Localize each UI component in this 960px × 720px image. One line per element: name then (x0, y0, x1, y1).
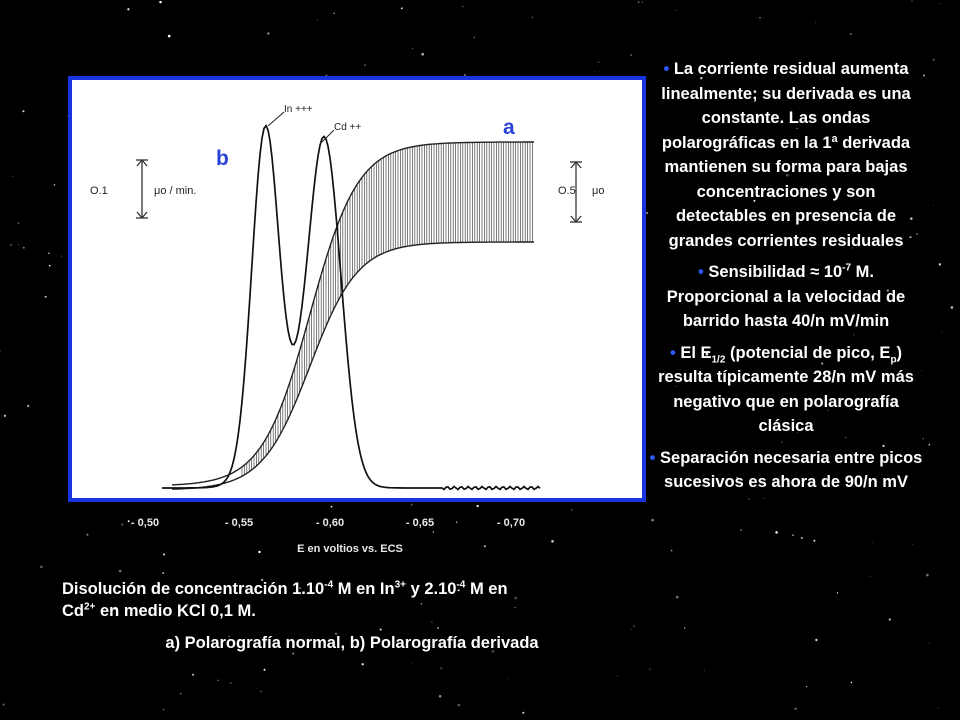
x-tick: - 0,60 (315, 517, 345, 529)
scale-left-unit: μo / min. (154, 185, 197, 197)
scale-right-unit: μo (592, 185, 605, 197)
figure-caption (62, 578, 642, 654)
x-tick: - 0,50 (130, 517, 160, 529)
bullet-sensitivity: • Sensibilidad ≈ $10^{-7}$ M. Proporcional a la velocidad de barrido hasta 40/n mV/min (666, 262, 906, 330)
derivative-polarogram-curve (162, 126, 540, 490)
bullet-dot: • (663, 60, 670, 78)
cd-peak-label: Cd ++ (334, 122, 362, 133)
bullet-dot: • (669, 343, 676, 362)
bullet-list (649, 57, 923, 502)
curve-label-b: b (216, 147, 229, 170)
polarogram-plot (72, 80, 642, 498)
bullet-dot: • (649, 448, 656, 467)
scale-bar-left (136, 160, 148, 218)
normal-polarogram-lower-envelope (172, 242, 534, 489)
bullet-dot: • (698, 263, 704, 281)
in-peak-label: In +++ (284, 104, 313, 115)
x-axis-ticks (0, 517, 660, 533)
polarogram-figure (68, 76, 646, 502)
in-peak-leader (268, 112, 284, 126)
curve-label-a: a (503, 116, 515, 139)
bullet-peak-separation: • Separación necesaria entre picos sucesivos es ahora de 90/n mV (649, 448, 923, 491)
x-tick: - 0,70 (496, 517, 526, 529)
caption-line2: $Cd^{2+}$ en medio KCl 0,1 M. (62, 601, 256, 620)
x-tick: - 0,55 (224, 517, 254, 529)
x-tick: - 0,65 (405, 517, 435, 529)
bullet-half-wave-potential: • El $E_{1/2}$ (potencial de pico, $E_p$) resulta típicamente 28/n mV más negativo que en polarografía clásica (658, 343, 914, 435)
x-axis-label: E en voltios vs. ECS (297, 543, 403, 555)
scale-right-label: O.5 (558, 185, 576, 197)
caption-line1: Disolución de concentración $1.10^{-4}$ M en $In^{3+}$ y $2.10^{-4}$ M en (62, 579, 508, 598)
bullet-residual-current: • La corriente residual aumenta linealmente; su derivada es una constante. Las ondas polarográficas en la 1ª derivada mantienen su forma para bajas concentraciones y son detectables en presencia de grandes corrientes residuales (661, 60, 911, 250)
caption-line3: a) Polarografía normal, b) Polarografía derivada (165, 634, 539, 652)
scale-left-label: O.1 (90, 185, 108, 197)
